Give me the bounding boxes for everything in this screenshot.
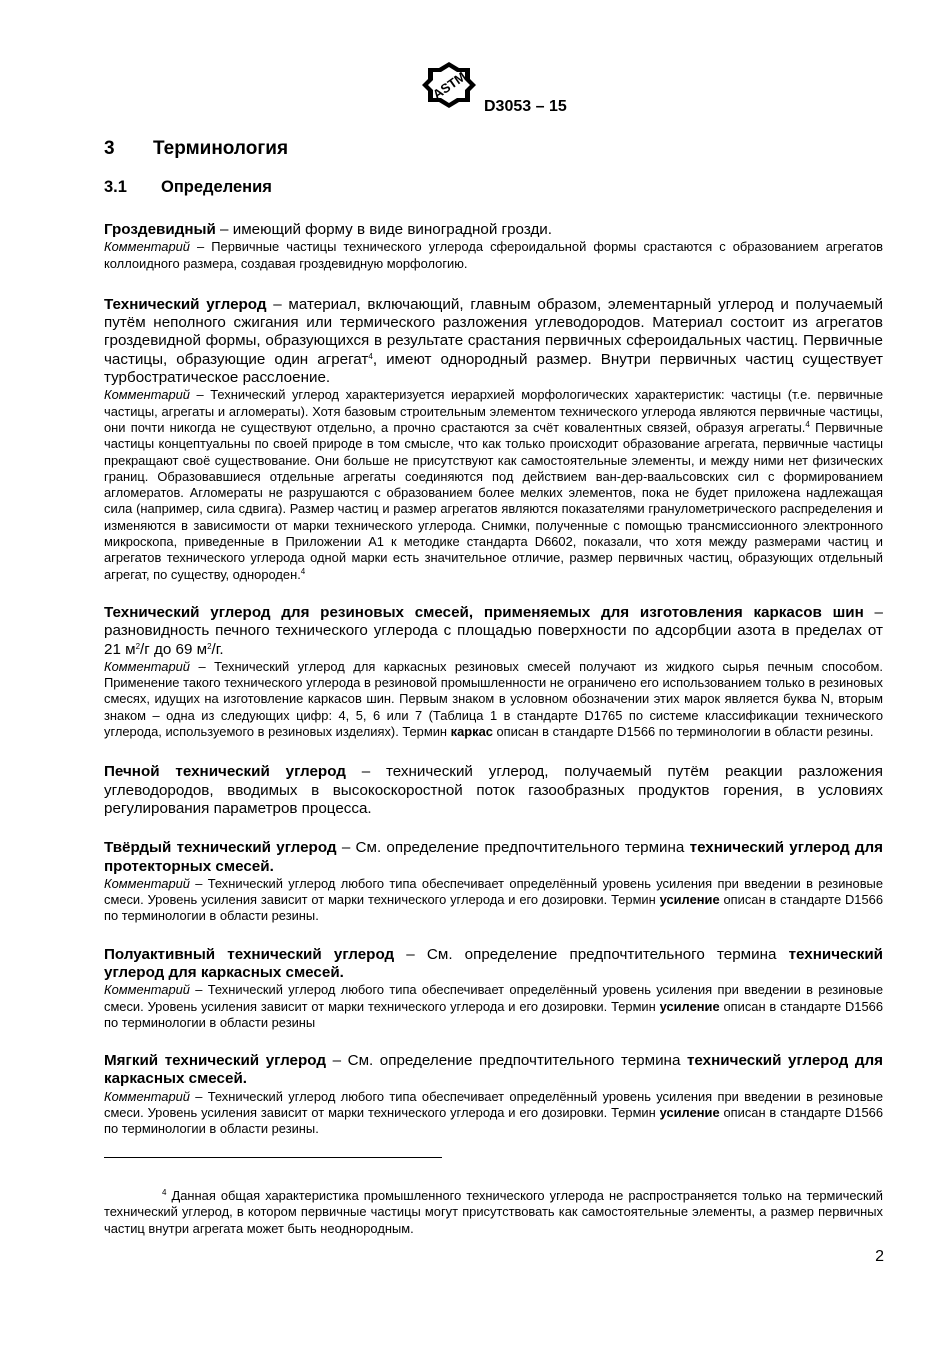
footnote-separator [104, 1157, 442, 1158]
preferred-term: технический углерод для каркасных смесей. [104, 945, 883, 981]
comment: Комментарий – Технический углерод для каркасных резиновых смесей получают из жидкого сырья печным способом. Применение такого технического углерода в резиновой промышленности не ограничено его использованием только в резиновых смесях, идущих на изготовление каркасов шин. Первым знаком в условном обозначении этих марок является буква N, вторым знаком – одна из следующих цифр: 4, 5, 6 или 7 (Таблица 1 в стандарте D1765 по системе классификации технического углерода, используемого в резиновых изделиях). Термин каркас описан в стандарте D1566 по терминологии в области резины. [104, 658, 883, 740]
comment-label: Комментарий [104, 982, 190, 998]
footnote [104, 1188, 883, 1237]
definition: Мягкий технический углерод – См. определение предпочтительного термина технический углерод для каркасных смесей. [104, 1052, 884, 1088]
page-number: 2 [875, 1248, 884, 1265]
definition: Технический углерод для резиновых смесей, применяемых для изготовления каркасов шин – разновидность печного технического углерода с площадью поверхности по адсорбции азота в пределах от 21 $м^2/г$ до 69 $м^2/г$. [104, 603, 883, 658]
comment-label: Комментарий [104, 239, 190, 255]
comment: Комментарий – Технический углерод любого типа обеспечивает определённый уровень усиления при введении в резиновые смеси. Уровень усиления зависит от марки технического углерода и его дозировки. Термин усиление описан в стандарте D1566 по терминологии в области резины [104, 982, 883, 1030]
term: Технический углерод для резиновых смесей, применяемых для изготовления каркасов шин [104, 603, 864, 621]
term: Технический углерод [104, 295, 267, 313]
section-title: Терминология [153, 138, 289, 159]
term: Полуактивный технический углерод [104, 945, 395, 963]
footnote-mark: 4 [162, 1188, 167, 1197]
section-heading [104, 138, 883, 160]
footnote-ref: 4 [805, 419, 810, 429]
page-content [104, 138, 883, 1158]
section-number: 3 [104, 138, 115, 159]
comment: Комментарий – Технический углерод любого типа обеспечивает определённый уровень усиления при введении в резиновые смеси. Уровень усиления зависит от марки технического углерода и его дозировки. Термин усиление описан в стандарте D1566 по терминологии в области резины. [104, 875, 883, 924]
definition: Гроздевидный – имеющий форму в виде виноградной грозди. [104, 221, 553, 238]
comment-label: Комментарий [104, 658, 190, 674]
subsection-number: 3.1 [104, 178, 127, 196]
definition: Технический углерод – материал, включающий, главным образом, элементарный углерод и получаемый путём неполного сжигания или термического разложения углеводородов. Материал состоит из агрегатов гроздевидной формы, образующихся в результате срастания первичных сфероидальных частиц. Первичные частицы, образующие один агрегат$^4$, имеют однородный размер. Внутри первичных частиц существует турбостратическое расслоение. [104, 295, 883, 387]
definition: Полуактивный технический углерод – См. определение предпочтительного термина технический углерод для каркасных смесей. [104, 945, 883, 981]
term-entry-furnace-carbon-black [104, 763, 883, 818]
astm-logo [420, 60, 478, 110]
term: Печной технический углерод [104, 763, 346, 781]
term-entry-soft-carbon-black [104, 1052, 883, 1137]
footnote-ref: 4 [368, 351, 373, 361]
term-entry-hard-carbon-black [104, 839, 883, 924]
term: Мягкий технический углерод [104, 1052, 326, 1070]
preferred-term: технический углерод для протекторных смесей. [104, 839, 884, 875]
preferred-term: технический углерод для каркасных смесей. [104, 1052, 884, 1088]
term: Гроздевидный [104, 221, 216, 238]
logo-text: ASTM [429, 68, 469, 103]
comment-label: Комментарий [104, 387, 190, 403]
term-entry-grozdevidny [104, 221, 883, 272]
comment-label: Комментарий [104, 1088, 190, 1104]
document-number: D3053 – 15 [484, 98, 567, 115]
definition: Твёрдый технический углерод – См. определение предпочтительного термина технический углерод для протекторных смесей. [104, 839, 884, 875]
term-entry-carcass-carbon-black [104, 604, 883, 740]
page-header [420, 60, 620, 120]
term: Твёрдый технический углерод [104, 839, 337, 857]
subsection-title: Определения [161, 178, 272, 196]
subsection-heading [104, 178, 883, 197]
term-entry-carbon-black [104, 296, 883, 583]
comment: Комментарий – Технический углерод характеризуется иерархией морфологических характеристик: частицы (т.е. первичные частицы, агрегаты и агломераты). Хотя базовым строительным элементом технического углерода являются первичные частицы, они почти никогда не существуют отдельно, а прочно срастаются за счёт ковалентных связей, образуя агрегаты.$^4$ Первичные частицы концептуальны по своей природе в том смысле, что как только происходит образование агрегата, первичные частицы прекращают своё существование. Они больше не присутствуют как самостоятельные элементы, и между ними нет физических границ. Образовавшиеся отдельные агрегаты соединяются под действием ван-дер-ваальсовских сил с формированием агломератов. Агломераты не разрушаются с образованием более мелких элементов, пока не будет приложена надлежащая сила (например, сила сдвига). Размер частиц и размер агрегатов являются показателями гранулометрического распределения и изменяются в зависимости от марки технического углерода. Снимки, полученные с помощью трансмиссионного электронного микроскопа, приведенные в Приложении А1 к методике стандарта D6602, показали, что хотя между размерами частиц и агрегатов технического углерода одной марки есть значительное отличие, размер первичных частиц, образующих отдельный агрегат, по существу, однороден.$^4$ [104, 387, 883, 582]
comment-label: Комментарий [104, 875, 190, 891]
footnote-ref: 4 [300, 566, 306, 576]
comment: Комментарий – Первичные частицы технического углерода сфероидальной формы срастаются с образованием агрегатов коллоидного размера, создавая гроздевидную морфологию. [104, 239, 883, 271]
definition: Печной технический углерод – технический углерод, получаемый путём реакции разложения углеводородов, вводимых в высокоскоростной поток газообразных продуктов горения, в условиях регулирования параметров процесса. [104, 763, 884, 817]
term-entry-semi-active-carbon-black [104, 946, 883, 1031]
comment: Комментарий – Технический углерод любого типа обеспечивает определённый уровень усиления при введении в резиновые смеси. Уровень усиления зависит от марки технического углерода и его дозировки. Термин усиление описан в стандарте D1566 по терминологии в области резины. [104, 1088, 883, 1137]
footnote-text: Данная общая характеристика промышленного технического углерода не распространяется только на термический технический углерод, в котором первичные частицы могут присутствовать как самостоятельные элементы, а размер первичных частиц внутри агрегата может быть неоднородным. [104, 1188, 883, 1236]
